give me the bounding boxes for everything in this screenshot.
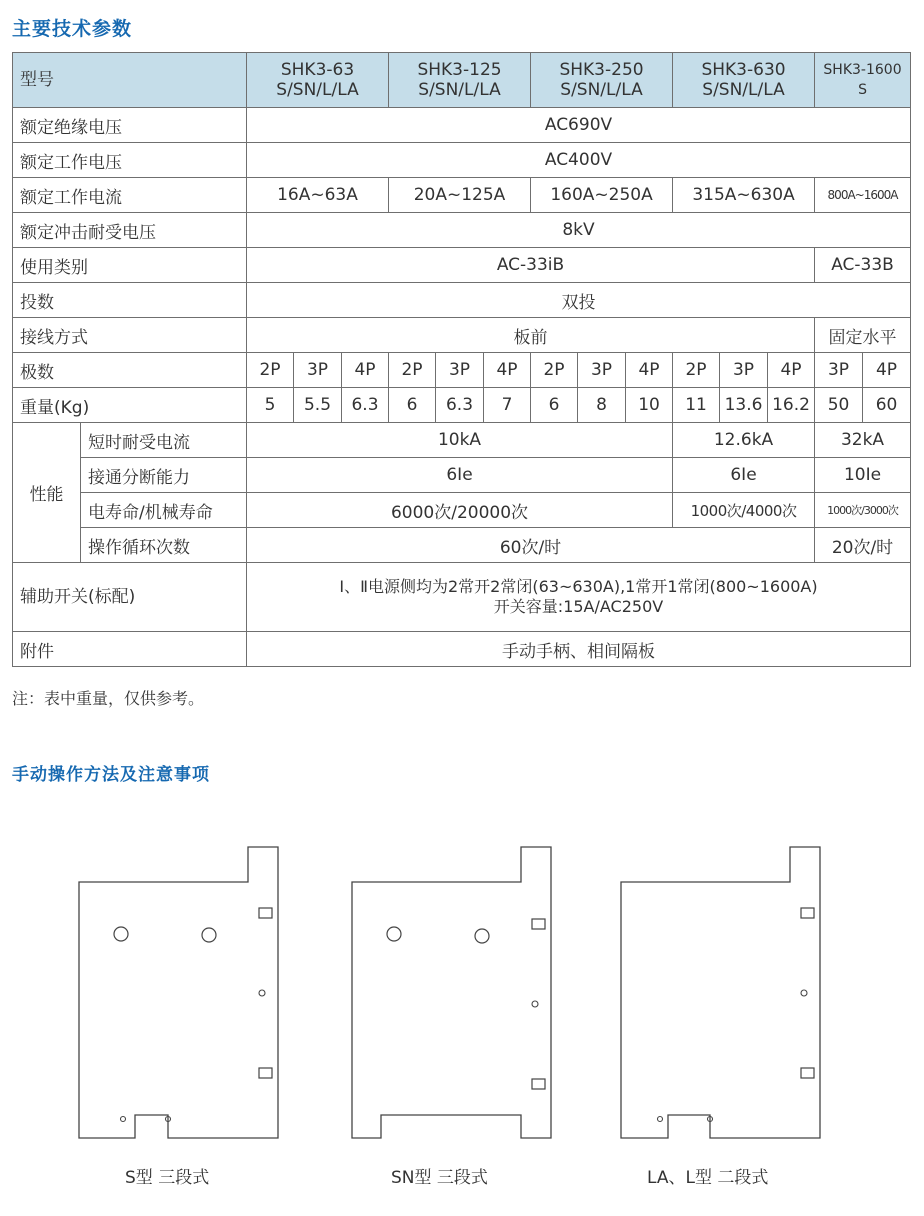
model-header: SHK3-63 S/SN/L/LA [247,53,389,108]
cell-value: 双投 [247,283,911,318]
table-row [13,248,911,283]
table-row [13,108,911,143]
cell-value: 6 [389,388,436,423]
cell-value: 10 [626,388,673,423]
model-header: SHK3-250 S/SN/L/LA [531,53,673,108]
cell-value: 2P [673,353,720,388]
cell-value: 800A~1600A [815,178,911,213]
row-label: 操作循环次数 [81,528,247,563]
performance-label: 性能 [13,423,81,563]
cell-value: 13.6 [720,388,768,423]
section-title-main-params: 主要技术参数 [12,18,133,40]
cell-value: 7 [484,388,531,423]
table-note: 注：表中重量，仅供参考。 [12,689,205,708]
table-row [13,318,911,353]
table-row [13,528,911,563]
model-header: SHK3-630 S/SN/L/LA [673,53,815,108]
cell-value: 1000次/3000次 [815,493,911,528]
diagram-caption: LA、L型 二段式 [647,1168,769,1188]
cell-value: 20A~125A [389,178,531,213]
cell-value: 1000次/4000次 [673,493,815,528]
row-label: 额定工作电压 [13,143,247,178]
panel-diagram-s [78,845,280,1145]
cell-value: 8 [578,388,626,423]
table-row [13,388,911,423]
cell-value: AC400V [247,143,911,178]
cell-value: 2P [531,353,578,388]
cell-value: 4P [768,353,815,388]
cell-value: 5.5 [294,388,342,423]
row-label: 辅助开关(标配) [13,563,247,632]
row-label: 额定工作电流 [13,178,247,213]
row-label: 使用类别 [13,248,247,283]
model-label: 型号 [13,53,247,108]
cell-value: 2P [247,353,294,388]
model-header: SHK3-1600 S [815,53,911,108]
cell-value: 板前 [247,318,815,353]
cell-value: 16.2 [768,388,815,423]
cell-value: 32kA [815,423,911,458]
cell-value: Ⅰ、Ⅱ电源侧均为2常开2常闭(63~630A),1常开1常闭(800~1600A) 开关容量:15A/AC250V [247,563,911,632]
cell-value: 160A~250A [531,178,673,213]
row-label: 短时耐受电流 [81,423,247,458]
cell-value: AC690V [247,108,911,143]
cell-value: 315A~630A [673,178,815,213]
cell-value: 20次/时 [815,528,911,563]
row-label: 投数 [13,283,247,318]
table-row [13,353,911,388]
cell-value: 6Ie [247,458,673,493]
cell-value: 16A~63A [247,178,389,213]
spec-table [12,52,911,667]
row-label: 额定绝缘电压 [13,108,247,143]
cell-value: 10Ie [815,458,911,493]
row-label: 电寿命/机械寿命 [81,493,247,528]
cell-value: 8kV [247,213,911,248]
row-label: 极数 [13,353,247,388]
cell-value: 6000次/20000次 [247,493,673,528]
row-label: 接线方式 [13,318,247,353]
model-header: SHK3-125 S/SN/L/LA [389,53,531,108]
cell-value: 固定水平 [815,318,911,353]
diagram-caption: S型 三段式 [125,1168,210,1188]
cell-value: 5 [247,388,294,423]
cell-value: 手动手柄、相间隔板 [247,632,911,667]
cell-value: 60 [863,388,911,423]
cell-value: 4P [626,353,673,388]
cell-value: 3P [720,353,768,388]
cell-value: 4P [863,353,911,388]
table-row [13,632,911,667]
row-label: 接通分断能力 [81,458,247,493]
panel-diagram-la-l [620,845,822,1145]
table-row [13,423,911,458]
table-row [13,178,911,213]
table-row [13,493,911,528]
row-label: 重量(Kg) [13,388,247,423]
cell-value: 2P [389,353,436,388]
cell-value: 4P [484,353,531,388]
cell-value: 50 [815,388,863,423]
cell-value: 3P [578,353,626,388]
table-row [13,458,911,493]
table-row [13,213,911,248]
cell-value: AC-33iB [247,248,815,283]
table-header-row [13,53,911,108]
row-label: 额定冲击耐受电压 [13,213,247,248]
cell-value: 60次/时 [247,528,815,563]
cell-value: 4P [342,353,389,388]
cell-value: 12.6kA [673,423,815,458]
cell-value: 6Ie [673,458,815,493]
row-label: 附件 [13,632,247,667]
table-row [13,563,911,632]
cell-value: 11 [673,388,720,423]
cell-value: 6 [531,388,578,423]
cell-value: 6.3 [436,388,484,423]
cell-value: 3P [294,353,342,388]
table-row [13,283,911,318]
diagram-caption: SN型 三段式 [391,1168,488,1188]
section-title-manual-operation: 手动操作方法及注意事项 [12,765,210,785]
cell-value: 3P [436,353,484,388]
cell-value: 10kA [247,423,673,458]
table-row [13,143,911,178]
panel-diagram-sn [351,845,553,1145]
cell-value: 3P [815,353,863,388]
cell-value: AC-33B [815,248,911,283]
cell-value: 6.3 [342,388,389,423]
